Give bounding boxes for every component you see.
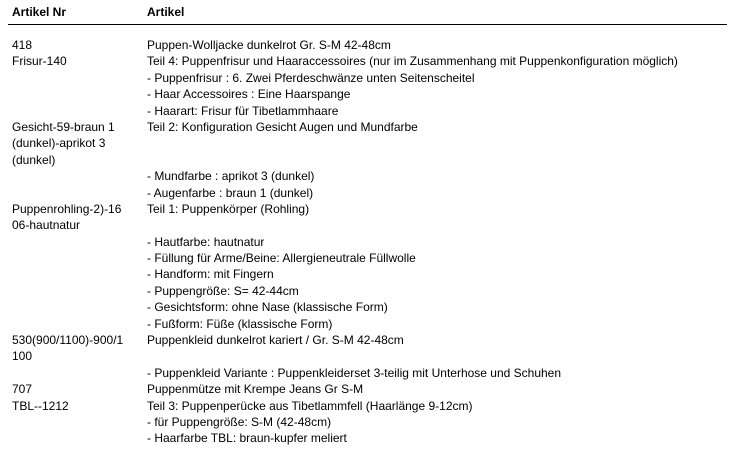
description-line: Puppen-Wolljacke dunkelrot Gr. S-M 42-48cm bbox=[147, 38, 391, 52]
description-line: - für Puppengröße: S-M (42-48cm) bbox=[147, 414, 332, 429]
header-artikel-nr: Artikel Nr bbox=[12, 5, 67, 19]
description-line: - Mundfarbe : aprikot 3 (dunkel) bbox=[147, 169, 315, 184]
description-line: - Gesichtsform: ohne Nase (klassische Form) bbox=[147, 300, 388, 315]
article-number-line: Gesicht-59-braun 1 bbox=[12, 119, 115, 134]
table-row bbox=[0, 119, 730, 201]
description-line: Puppenkleid dunkelrot kariert / Gr. S-M 42-48cm bbox=[147, 333, 404, 348]
article-number-cell bbox=[0, 201, 147, 332]
description-line: - Puppengröße: S= 42-44cm bbox=[147, 283, 299, 298]
description-line: Puppenmütze mit Krempe Jeans Gr S-M bbox=[147, 382, 364, 397]
article-description-cell bbox=[147, 37, 730, 119]
article-number-line: 530(900/1100)-900/1 bbox=[12, 333, 124, 348]
description-line bbox=[147, 152, 730, 168]
description-line: - Haar Accessoires : Eine Haarspange bbox=[147, 87, 351, 102]
description-line: - Füllung für Arme/Beine: Allergieneutrale Füllwolle bbox=[147, 251, 416, 266]
description-line: - Augenfarbe : braun 1 (dunkel) bbox=[147, 185, 314, 200]
article-number-line: 707 bbox=[12, 382, 33, 397]
description-line: - Handform: mit Fingern bbox=[147, 267, 274, 282]
description-line: - Hautfarbe: hautnatur bbox=[147, 234, 265, 249]
article-number-cell bbox=[0, 381, 147, 447]
article-number-line: TBL--1212 bbox=[12, 398, 69, 413]
description-line: - Haarfarbe TBL: braun-kupfer meliert bbox=[147, 431, 347, 446]
table-row bbox=[0, 381, 730, 447]
article-number-line: 100 bbox=[12, 349, 33, 364]
description-line bbox=[147, 217, 730, 233]
description-line: - Haarart: Frisur für Tibetlammhaare bbox=[147, 103, 339, 118]
description-line: Teil 2: Konfiguration Gesicht Augen und Mundfarbe bbox=[147, 119, 418, 134]
article-number-line: Puppenrohling-2)-16 bbox=[12, 201, 122, 216]
description-line: Teil 3: Puppenperücke aus Tibetlammfell (Haarlänge 9-12cm) bbox=[147, 398, 473, 413]
article-number-cell bbox=[0, 119, 147, 201]
description-line: Teil 1: Puppenkörper (Rohling) bbox=[147, 201, 310, 216]
article-number-line: Frisur-140 bbox=[12, 54, 67, 69]
article-number-line: 418 bbox=[12, 38, 33, 52]
description-line bbox=[147, 348, 730, 364]
table-row bbox=[0, 37, 730, 119]
header-artikel: Artikel bbox=[147, 5, 185, 19]
description-line: - Puppenkleid Variante : Puppenkleiderset 3-teilig mit Unterhose und Schuhen bbox=[147, 365, 562, 380]
article-description-cell bbox=[147, 381, 730, 447]
article-description-cell bbox=[147, 201, 730, 332]
article-table bbox=[0, 37, 730, 447]
table-row bbox=[0, 332, 730, 381]
table-row bbox=[0, 201, 730, 332]
article-number-line: (dunkel)-aprikot 3 bbox=[12, 136, 106, 151]
article-description-cell bbox=[147, 119, 730, 201]
description-line bbox=[147, 135, 730, 151]
description-line: - Puppenfrisur : 6. Zwei Pferdeschwänze unten Seitenscheitel bbox=[147, 70, 475, 85]
description-line: Teil 4: Puppenfrisur und Haaraccessoires (nur im Zusammenhang mit Puppenkonfiguration möglich) bbox=[147, 54, 678, 69]
description-line: - Fußform: Füße (klassische Form) bbox=[147, 316, 333, 331]
header-divider bbox=[8, 24, 727, 25]
article-number-line: (dunkel) bbox=[12, 152, 56, 167]
article-number-line: 06-hautnatur bbox=[12, 218, 81, 233]
article-description-cell bbox=[147, 332, 730, 381]
article-number-cell bbox=[0, 332, 147, 381]
article-number-cell bbox=[0, 37, 147, 119]
